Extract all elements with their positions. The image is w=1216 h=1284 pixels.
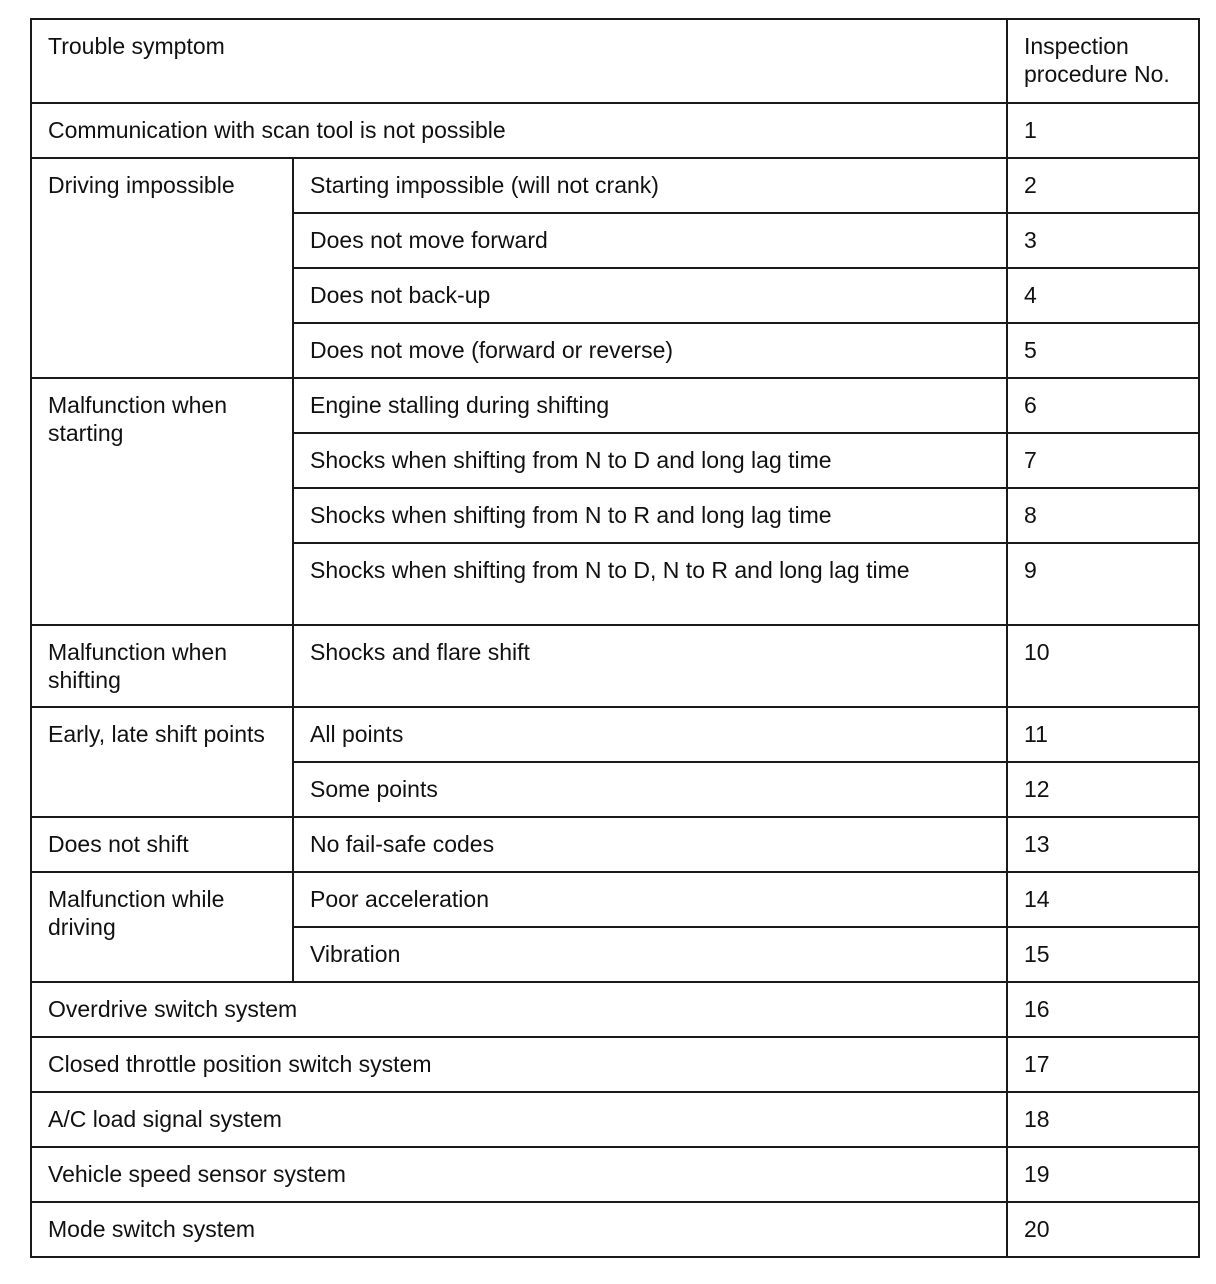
symptom-group-cell: Driving impossible [31, 158, 293, 378]
symptom-cell: Shocks when shifting from N to D, N to R and long lag time [293, 543, 1007, 625]
symptom-cell: Engine stalling during shifting [293, 378, 1007, 433]
symptom-cell: Poor acceleration [293, 872, 1007, 927]
header-trouble-symptom: Trouble symptom [31, 19, 1007, 103]
table-row [31, 707, 1199, 762]
procedure-number: 10 [1007, 625, 1199, 707]
procedure-number: 5 [1007, 323, 1199, 378]
procedure-number: 17 [1007, 1037, 1199, 1092]
symptom-cell: No fail-safe codes [293, 817, 1007, 872]
symptom-cell: Mode switch system [31, 1202, 1007, 1257]
symptom-cell: Overdrive switch system [31, 982, 1007, 1037]
symptom-cell: Shocks when shifting from N to R and long lag time [293, 488, 1007, 543]
symptom-group-cell: Early, late shift points [31, 707, 293, 817]
table-row [31, 872, 1199, 927]
symptom-group-cell: Does not shift [31, 817, 293, 872]
procedure-number: 9 [1007, 543, 1199, 625]
procedure-number: 2 [1007, 158, 1199, 213]
symptom-cell: Does not back-up [293, 268, 1007, 323]
procedure-number: 1 [1007, 103, 1199, 158]
table-header-row [31, 19, 1199, 103]
symptom-cell: Shocks and flare shift [293, 625, 1007, 707]
symptom-cell: Some points [293, 762, 1007, 817]
symptom-cell: Vehicle speed sensor system [31, 1147, 1007, 1202]
procedure-number: 13 [1007, 817, 1199, 872]
procedure-number: 20 [1007, 1202, 1199, 1257]
symptom-cell: Vibration [293, 927, 1007, 982]
symptom-cell: A/C load signal system [31, 1092, 1007, 1147]
table-row [31, 1147, 1199, 1202]
procedure-number: 14 [1007, 872, 1199, 927]
procedure-number: 11 [1007, 707, 1199, 762]
symptom-cell: Communication with scan tool is not possible [31, 103, 1007, 158]
procedure-number: 16 [1007, 982, 1199, 1037]
table-row [31, 817, 1199, 872]
procedure-number: 4 [1007, 268, 1199, 323]
table-row [31, 103, 1199, 158]
header-inspection-procedure: Inspection procedure No. [1007, 19, 1199, 103]
symptom-group-cell: Malfunction when starting [31, 378, 293, 625]
table-row [31, 378, 1199, 433]
procedure-number: 6 [1007, 378, 1199, 433]
symptom-cell: Shocks when shifting from N to D and long lag time [293, 433, 1007, 488]
procedure-number: 7 [1007, 433, 1199, 488]
procedure-number: 18 [1007, 1092, 1199, 1147]
table-row [31, 625, 1199, 707]
symptom-cell: All points [293, 707, 1007, 762]
symptom-group-cell: Malfunction when shifting [31, 625, 293, 707]
procedure-number: 15 [1007, 927, 1199, 982]
symptom-cell: Does not move (forward or reverse) [293, 323, 1007, 378]
table-row [31, 1202, 1199, 1257]
procedure-number: 12 [1007, 762, 1199, 817]
procedure-number: 3 [1007, 213, 1199, 268]
symptom-cell: Does not move forward [293, 213, 1007, 268]
table-row [31, 982, 1199, 1037]
procedure-number: 19 [1007, 1147, 1199, 1202]
table-row [31, 1037, 1199, 1092]
trouble-symptom-table [30, 18, 1200, 1258]
table-row [31, 158, 1199, 213]
symptom-cell: Closed throttle position switch system [31, 1037, 1007, 1092]
symptom-cell: Starting impossible (will not crank) [293, 158, 1007, 213]
table-row [31, 1092, 1199, 1147]
symptom-group-cell: Malfunction while driving [31, 872, 293, 982]
procedure-number: 8 [1007, 488, 1199, 543]
